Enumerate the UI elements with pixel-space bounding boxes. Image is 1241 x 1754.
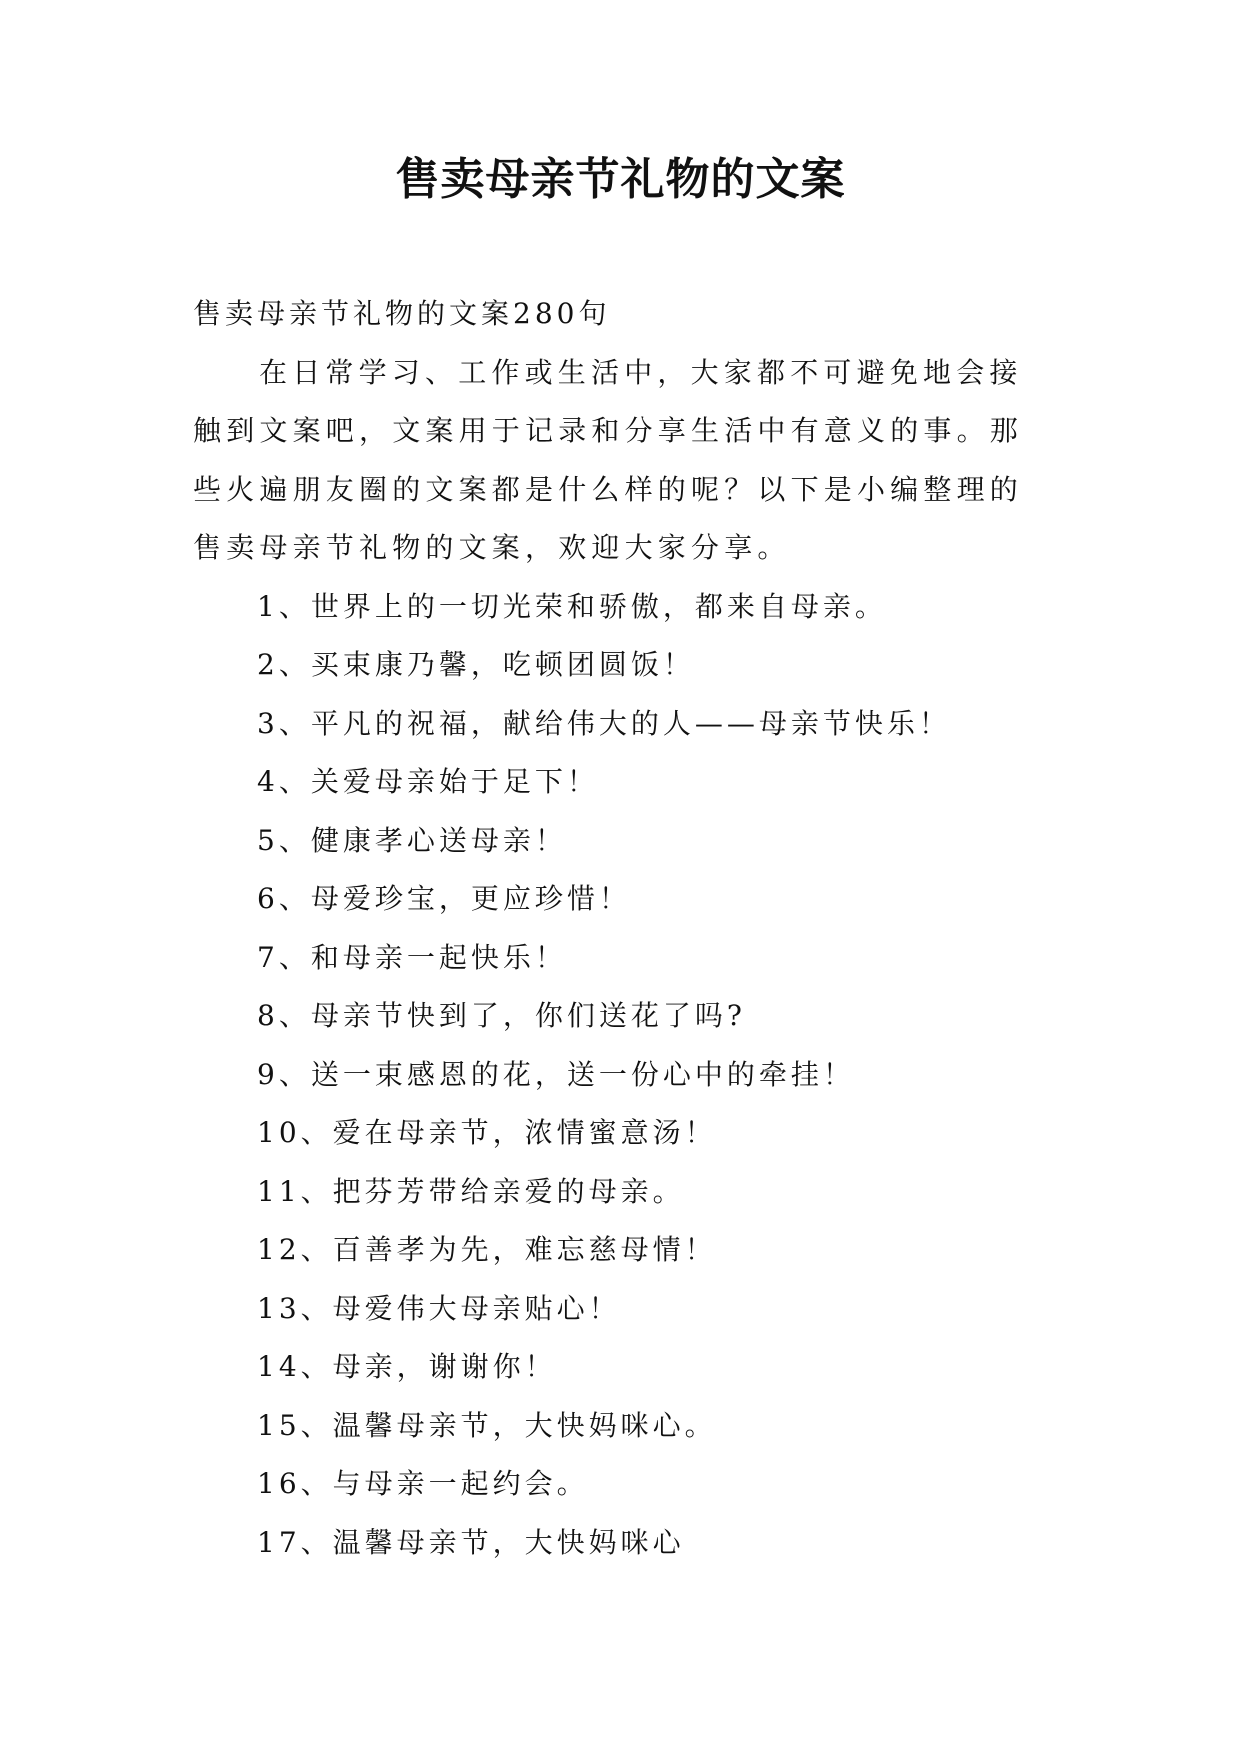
document-subtitle: 售卖母亲节礼物的文案280句: [193, 297, 611, 330]
list-item: 17、温馨母亲节，大快妈咪心: [257, 1525, 685, 1559]
list-item: 10、爱在母亲节，浓情蜜意汤！: [257, 1116, 717, 1149]
document-title: 售卖母亲节礼物的文案: [395, 154, 846, 205]
list-item: 5、健康孝心送母亲！: [257, 823, 567, 857]
list-item: 3、平凡的祝福，献给伟大的人——母亲节快乐！: [257, 706, 951, 740]
list-item: 15、温馨母亲节，大快妈咪心。: [257, 1408, 717, 1442]
copywriting-list: [193, 578, 1055, 1573]
list-item: 11、把芬芳带给亲爱的母亲。: [257, 1174, 685, 1208]
list-item: 8、母亲节快到了，你们送花了吗?: [257, 999, 746, 1032]
document-body: [193, 285, 1055, 1572]
list-item: 13、母爱伟大母亲贴心！: [257, 1291, 621, 1325]
list-item: 12、百善孝为先，难忘慈母情！: [257, 1233, 717, 1266]
intro-paragraph: 在日常学习、工作或生活中，大家都不可避免地会接触到文案吧，文案用于记录和分享生活中有意义的事。那些火遍朋友圈的文案都是什么样的呢？以下是小编整理的售卖母亲节礼物的文案，欢迎大家分享。: [193, 355, 1024, 564]
list-item: 7、和母亲一起快乐！: [257, 940, 567, 974]
list-item: 14、母亲，谢谢你！: [257, 1350, 557, 1383]
list-item: 6、母爱珍宝，更应珍惜！: [257, 882, 631, 915]
list-item: 16、与母亲一起约会。: [257, 1467, 589, 1500]
list-item: 1、世界上的一切光荣和骄傲，都来自母亲。: [257, 589, 887, 623]
list-item: 2、买束康乃馨，吃顿团圆饭！: [257, 648, 695, 681]
list-item: 4、关爱母亲始于足下！: [257, 765, 599, 798]
list-item: 9、送一束感恩的花，送一份心中的牵挂！: [257, 1057, 855, 1091]
